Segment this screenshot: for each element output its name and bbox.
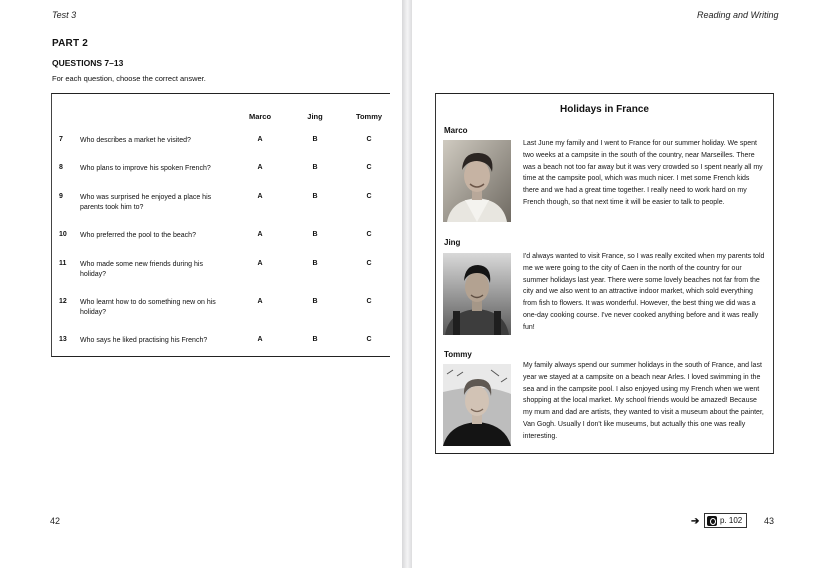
option-b[interactable]: B [312, 136, 318, 143]
reading-title: Holidays in France [560, 104, 649, 115]
question-number: 12 [59, 298, 67, 305]
person-name-marco: Marco [444, 126, 468, 135]
option-a[interactable]: A [257, 136, 263, 143]
running-head-left: Test 3 [52, 10, 77, 20]
option-b[interactable]: B [312, 164, 318, 171]
audio-icon [707, 516, 717, 526]
reading-text-box [435, 93, 774, 454]
portrait-image [443, 364, 511, 446]
column-header-marco: Marco [248, 112, 272, 121]
instruction-text: For each question, choose the correct answer. [52, 74, 206, 83]
question-text: Who made some new friends during his holiday? [80, 261, 203, 278]
option-a[interactable]: A [257, 231, 263, 238]
option-c[interactable]: C [366, 298, 372, 305]
option-c[interactable]: C [366, 164, 372, 171]
question-text: Who says he liked practising his French? [80, 337, 208, 344]
paragraph-jing: I'd always wanted to visit France, so I was really excited when my parents told me we were going to the city of Caen in the north of the country for our summer holidays last year. There were some lovely beaches not far from the city and we also went to an attractive indoor market, which sold everything from fish to flowers. It was wonderful. However, the best thing we did was a one-day cooking course. I've never cooked anything before and it was really fun! [523, 253, 765, 331]
option-c[interactable]: C [366, 231, 372, 238]
paragraph-tommy: My family always spend our summer holidays in the south of France, and last year we stayed at a campsite on a beach near Arles. I loved swimming in the sea and in the campsite pool. I also enjoyed using my French when we went shopping at the local market. My school friends would be amazed! Because my mum and dad are artists, they wanted to visit a museum about the painter, Van Gogh. Usually I don't like museums, but actually this one was really interesting. [523, 362, 764, 440]
question-number: 11 [59, 260, 67, 267]
photo-marco [443, 140, 511, 222]
option-c[interactable]: C [366, 193, 372, 200]
question-number: 13 [59, 336, 67, 343]
question-text: Who was surprised he enjoyed a place his parents took him to? [80, 194, 212, 211]
question-number: 10 [59, 231, 67, 238]
option-a[interactable]: A [257, 336, 263, 343]
person-name-tommy: Tommy [444, 350, 472, 359]
paragraph-marco: Last June my family and I went to France for our summer holiday. We spent two weeks at a campsite in the south of the country, near Marseilles. There was a beach not too far away but it was very crowded so I spent nearly all my time at the campsite pool, which was much nicer. I met some French kids there and we had a great time together. I really need to work hard on my French though, so that next time it will be easier to talk to people. [523, 140, 763, 206]
option-a[interactable]: A [257, 260, 263, 267]
question-table [51, 93, 390, 357]
column-header-jing: Jing [307, 112, 323, 121]
option-b[interactable]: B [312, 231, 318, 238]
option-b[interactable]: B [312, 260, 318, 267]
question-number: 8 [59, 164, 63, 171]
page-number-left: 42 [50, 516, 61, 526]
person-name-jing: Jing [444, 238, 461, 247]
question-text: Who preferred the pool to the beach? [80, 232, 196, 239]
column-header-tommy: Tommy [355, 112, 383, 121]
option-a[interactable]: A [257, 164, 263, 171]
question-number: 7 [59, 136, 63, 143]
left-page [0, 0, 402, 568]
question-number: 9 [59, 193, 63, 200]
option-a[interactable]: A [257, 193, 263, 200]
right-page [412, 0, 818, 568]
photo-jing [443, 253, 511, 335]
option-b[interactable]: B [312, 336, 318, 343]
arrow-right-icon: ➔ [691, 516, 700, 527]
question-text: Who plans to improve his spoken French? [80, 165, 211, 172]
question-text: Who learnt how to do something new on his holiday? [80, 299, 216, 316]
questions-range: QUESTIONS 7–13 [52, 58, 124, 68]
page-reference-label: p. 102 [720, 516, 743, 525]
option-c[interactable]: C [366, 336, 372, 343]
portrait-image [443, 140, 511, 222]
option-a[interactable]: A [257, 298, 263, 305]
question-text: Who describes a market he visited? [80, 137, 191, 144]
book-spine [402, 0, 412, 568]
part-title: PART 2 [52, 38, 89, 49]
page-reference[interactable] [704, 513, 747, 528]
page-number-right: 43 [764, 516, 775, 526]
photo-tommy [443, 364, 511, 446]
option-c[interactable]: C [366, 260, 372, 267]
option-c[interactable]: C [366, 136, 372, 143]
running-head-right: Reading and Writing [697, 10, 779, 20]
portrait-image [443, 253, 511, 335]
option-b[interactable]: B [312, 193, 318, 200]
option-b[interactable]: B [312, 298, 318, 305]
